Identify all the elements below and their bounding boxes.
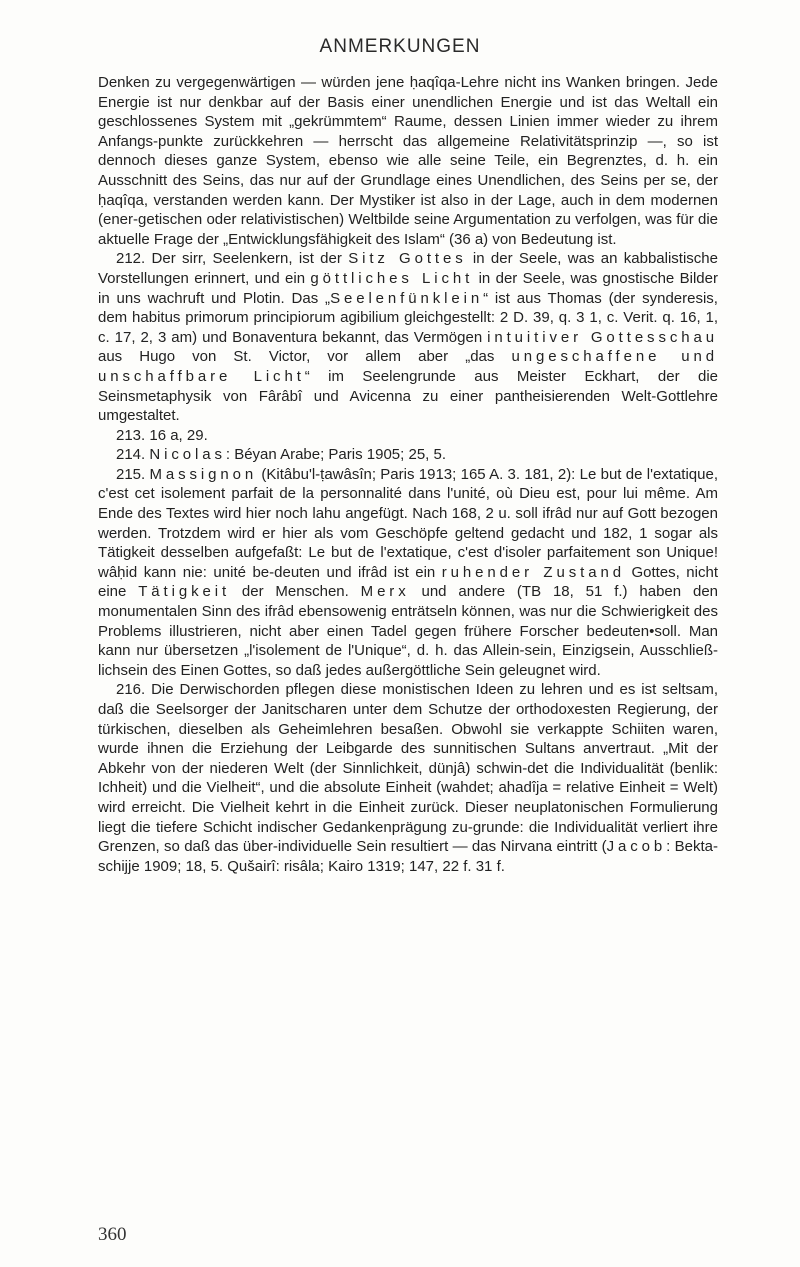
page-number: 360 (98, 1224, 127, 1245)
paragraph-4 (98, 465, 718, 681)
text-run: (Kitâbu'l-ṭawâsîn; Paris 1913; 165 A. 3. 181, 2): Le but de l'extatique, c'est cet isolement parfait de la personnalité dans l'unité, où Dieu est, pour lui même. Am Ende des Textes wird hier noch lahu angefügt. Nach 168, 2 u. soll ifrâd nur auf Gott bezogen werden. Trotzdem wird er hier als vom Geschöpfe geltend gedacht und 182, 1 sogar als Tätigkeit desselben aufgefaßt: Le but de l'extatique, c'est d'isoler parfaitement son Unique! wâḥid kann nie: unité be-deuten und ifrâd ist ein (98, 465, 718, 581)
spaced-emphasis: Massignon (149, 465, 258, 483)
paragraph-5 (98, 680, 718, 876)
text-run: der Menschen. (230, 583, 361, 601)
paragraph-1 (98, 249, 718, 425)
spaced-emphasis: Merx (360, 583, 410, 601)
text-run: Gottes, nicht eine (98, 563, 718, 601)
text-run: 213. 16 a, 29. (116, 426, 208, 444)
text-run: “ im Seelengrunde aus Meister Eckhart, der die Seinsmetaphysik von Fârâbî und Avicenna zu einer pantheisierenden Welt-Gottlehre umgestaltet. (98, 367, 718, 425)
text-run: 216. Die Derwischorden pflegen diese monistischen Ideen zu lehren und es ist seltsam, daß die Seelsorger der Janitscharen unter dem Schutze der orthodoxesten Regierung, der türkischen, dieselben als Geheimlehren besaßen. Obwohl sie verkappte Schiiten waren, wurde ihnen die Erziehung der Leibgarde des sunnitischen Sultans anvertraut. „Mit der Abkehr von der niederen Welt (der Sinnlichkeit, dünjâ) schwin-det die Individualität (benlik: Ichheit) und die Vielheit“, und die absolute Einheit (wahdet; ahadîja = relative Einheit = Welt) wird erreicht. Die Vielheit kehrt in die Einheit zurück. Dieser neuplatonischen Formulierung liegt die tiefere Schicht indischer Gedankenprägung zu-grunde: die Individualität verliert ihre Grenzen, so daß das über-individuelle Sein resultiert — das Nirvana eintritt ( (98, 681, 718, 856)
spaced-emphasis: intuitiver Gottesschau (487, 328, 718, 346)
spaced-emphasis: Sitz Gottes (348, 250, 467, 268)
text-run: 215. (116, 465, 150, 483)
text-run: in der Seele, was an kabbalistische Vorstellungen erinnert, und ein (98, 250, 718, 287)
text-run: 214. (116, 446, 150, 464)
endnotes-body (98, 73, 718, 876)
text-run: aus Hugo von St. Victor, vor allem aber „das (98, 348, 512, 366)
spaced-emphasis: ungeschaffene und unschaffbare Licht (98, 348, 719, 385)
text-run: 212. Der sirr, Seelenkern, ist der (116, 250, 349, 268)
paragraph-0 (98, 73, 718, 249)
spaced-emphasis: Nicolas (149, 446, 226, 464)
text-run: und andere (TB 18, 51 f.) haben den monumentalen Sinn des ifrâd ebensowenig enträtseln können, was nur die Schwierigkeit des Problems illustrieren, nicht aber einen Tadel gegen frühere Forscher bedeuten•soll. Man kann nur übersetzen „l'isolement de l'Unique“, d. h. das Allein-sein, Einzigsein, Ausschließ-lichsein des Einen Gottes, so daß jedes außergöttliche Sein geleugnet wird. (98, 583, 719, 679)
spaced-emphasis: Jacob (606, 838, 667, 856)
spaced-emphasis: Seelenfünklein (330, 289, 484, 307)
text-run: : Béyan Arabe; Paris 1905; 25, 5. (225, 446, 447, 464)
spaced-emphasis: Tätigkeit (138, 583, 231, 601)
running-head: ANMERKUNGEN (319, 36, 481, 57)
paragraph-2 (98, 426, 718, 446)
spaced-emphasis: ruhender Zustand (441, 563, 625, 581)
text-run: Denken zu vergegenwärtigen — würden jene ḥaqîqa-Lehre nicht ins Wanken bringen. Jede Energie ist nur denkbar auf der Basis einer unendlichen Energie und ist das Weltall ein geschlossenes System mit „gekrümmtem“ Raume, dessen Linien immer wieder zu ihrem Anfangs-punkte zurückkehren — herrscht das allgemeine Relativitätsprinzip —, so ist dennoch dieses ganze System, ebenso wie alle seine Teile, ein Begrenztes, d. h. ein Ausschnitt des Seins, das nur auf der Grundlage eines Unendlichen, des Seins per se, der ḥaqîqa, verstanden werden kann. Der Mystiker ist also in der Lage, auch in dem modernen (ener-getischen oder relativistischen) Weltbilde seine Argumentation zu verfolgen, was für die aktuelle Frage der „Entwicklungsfähigkeit des Islam“ (36 a) von Bedeutung ist. (98, 74, 718, 248)
spaced-emphasis: göttliches Licht (310, 269, 474, 287)
text-run: : Bekta-schijje 1909; 18, 5. Qušairî: risâla; Kairo 1319; 147, 22 f. 31 f. (98, 838, 718, 875)
paragraph-3 (98, 445, 718, 465)
text-run: in der Seele, was gnostische Bilder in uns wachruft und Plotin. Das „ (98, 269, 718, 307)
text-run: “ ist aus Thomas (der synderesis, dem habitus primorum principiorum agibilium gleichgestellt: 2 D. 39, q. 3 1, c. Verit. q. 16, 1, c. 17, 2, 3 am) und Bonaventura bekannt, das Vermögen (98, 289, 718, 346)
